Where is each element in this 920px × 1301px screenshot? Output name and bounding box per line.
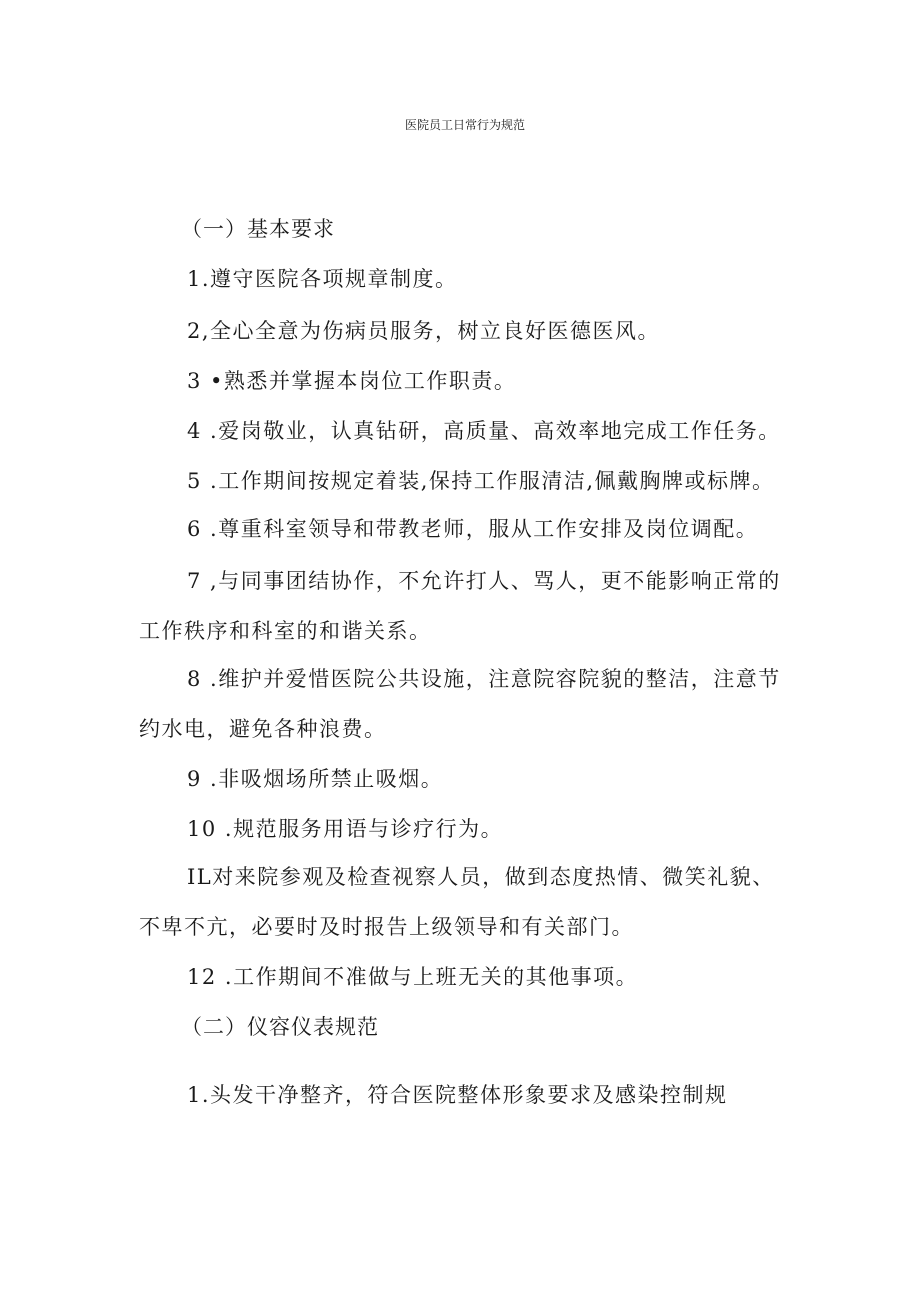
list-item-5: 5 .工作期间按规定着装,保持工作服清洁,佩戴胸牌或标牌。 (187, 469, 775, 493)
section2-list-item-1: 1.头发干净整齐，符合医院整体形象要求及感染控制规 (187, 1083, 728, 1107)
list-item-2: 2,全心全意为伤病员服务，树立良好医德医风。 (187, 319, 661, 343)
list-item-8-line-2: 约水电，避免各种浪费。 (139, 717, 387, 741)
document-title: 医院员工日常行为规范 (404, 118, 525, 132)
list-item-1: 1.遵守医院各项规章制度。 (187, 267, 458, 291)
list-item-10: 10 .规范服务用语与诊疗行为。 (187, 817, 504, 841)
list-item-12: 12 .工作期间不准做与上班无关的其他事项。 (187, 965, 639, 989)
list-item-9: 9 .非吸烟场所禁止吸烟。 (187, 767, 444, 791)
list-item-3: 3 •熟悉并掌握本岗位工作职责。 (187, 369, 517, 393)
section-heading-basic-requirements: （一）基本要求 (181, 217, 335, 241)
section-heading-appearance: （二）仪容仪表规范 (181, 1015, 379, 1039)
list-item-11-line-2: 不卑不亢，必要时及时报告上级领导和有关部门。 (139, 915, 634, 939)
list-item-7-line-1: 7 ,与同事团结协作，不允许打人、骂人，更不能影响正常的 (187, 569, 781, 593)
list-item-11-line-1: IL对来院参观及检查视察人员，做到态度热情、微笑礼貌、 (187, 865, 775, 889)
list-item-4: 4 .爱岗敬业，认真钻研，高质量、高效率地完成工作任务。 (187, 419, 781, 443)
list-item-6: 6 .尊重科室领导和带教老师，服从工作安排及岗位调配。 (187, 517, 759, 541)
list-item-8-line-1: 8 .维护并爱惜医院公共设施，注意院容院貌的整洁，注意节 (187, 667, 781, 691)
list-item-7-line-2: 工作秩序和科室的和谐关系。 (139, 619, 432, 643)
